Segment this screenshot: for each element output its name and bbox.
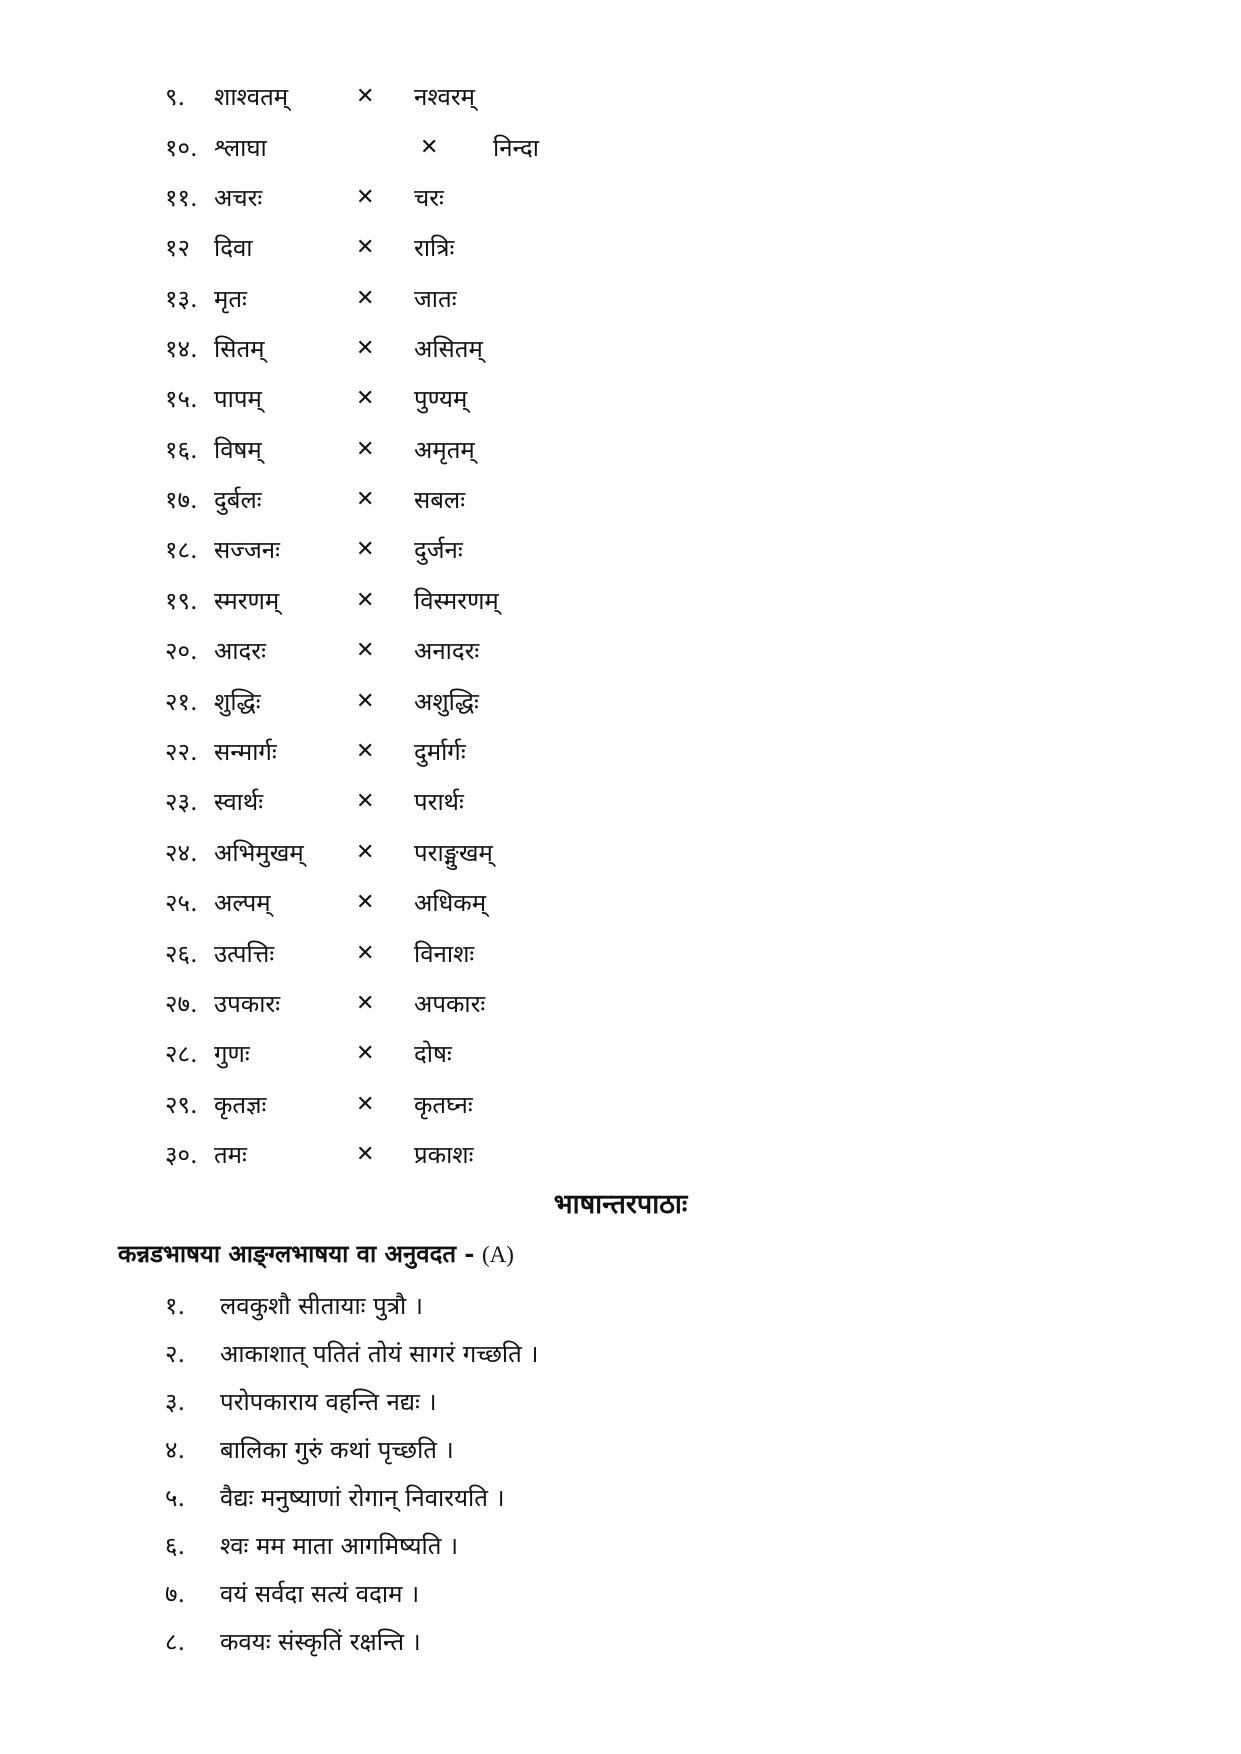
antonym-number: २८. — [165, 1040, 198, 1068]
translation-text: परोपकाराय वहन्ति नद्यः । — [220, 1388, 437, 1416]
translation-item — [165, 1286, 665, 1326]
antonym-number: १५. — [165, 385, 198, 413]
antonym-number: २७. — [165, 990, 198, 1018]
cross-icon: ✕ — [356, 84, 375, 109]
antonym-word: मृतः — [214, 285, 247, 313]
translation-number: १. — [165, 1292, 186, 1320]
antonym-row — [165, 934, 545, 974]
antonym-opposite: अमृतम् — [414, 436, 475, 464]
antonym-opposite: दुर्मार्गः — [414, 738, 466, 766]
antonym-opposite: अधिकम् — [414, 889, 487, 917]
translation-number: ५. — [165, 1484, 186, 1512]
translation-item — [165, 1622, 665, 1662]
antonym-opposite: नश्वरम् — [414, 83, 476, 111]
translation-item — [165, 1574, 665, 1614]
antonym-number: १६. — [165, 436, 198, 464]
cross-icon: ✕ — [356, 1142, 375, 1167]
instruction-tag: (A) — [481, 1242, 514, 1267]
translation-number: २. — [165, 1340, 186, 1368]
antonym-word: स्मरणम् — [214, 587, 280, 615]
antonym-row — [165, 77, 545, 117]
translation-item — [165, 1478, 765, 1518]
antonym-word: उपकारः — [214, 990, 281, 1018]
antonym-word: स्वार्थः — [214, 788, 264, 816]
antonym-opposite: अशुद्धिः — [414, 688, 479, 716]
section-heading: भाषान्तरपाठाः — [553, 1189, 688, 1220]
instruction-text: कन्नडभाषया आङ्ग्लभाषया वा अनुवदत - — [118, 1239, 475, 1268]
cross-icon: ✕ — [356, 991, 375, 1016]
cross-icon: ✕ — [356, 286, 375, 311]
antonym-word: सन्मार्गः — [214, 738, 277, 766]
antonym-word: पापम् — [214, 385, 262, 413]
cross-icon: ✕ — [356, 386, 375, 411]
antonym-opposite: प्रकाशः — [414, 1141, 474, 1169]
cross-icon: ✕ — [356, 185, 375, 210]
antonym-number: १८. — [165, 536, 198, 564]
antonym-number: २४. — [165, 839, 198, 867]
cross-icon: ✕ — [420, 135, 439, 160]
antonym-opposite: चरः — [414, 184, 444, 212]
antonym-row — [165, 379, 545, 419]
antonym-row — [165, 1085, 545, 1125]
cross-icon: ✕ — [356, 437, 375, 462]
translation-item — [165, 1334, 765, 1374]
translation-text: लवकुशौ सीतायाः पुत्रौ । — [220, 1292, 423, 1320]
translation-number: ३. — [165, 1388, 186, 1416]
antonym-opposite: दुर्जनः — [414, 536, 463, 564]
translation-text: बालिका गुरुं कथां पृच्छति । — [220, 1436, 454, 1464]
antonym-word: दिवा — [214, 234, 253, 262]
instruction-line — [118, 1237, 514, 1270]
cross-icon: ✕ — [356, 739, 375, 764]
cross-icon: ✕ — [356, 487, 375, 512]
antonym-word: कृतज्ञः — [214, 1091, 267, 1119]
cross-icon: ✕ — [356, 1092, 375, 1117]
translation-text: वैद्यः मनुष्याणां रोगान् निवारयति । — [220, 1484, 505, 1512]
antonym-row — [165, 782, 545, 822]
antonym-opposite: रात्रिः — [414, 234, 455, 262]
antonym-number: १४. — [165, 335, 198, 363]
antonym-opposite: पराङ्मुखम् — [414, 839, 493, 867]
antonym-number: ३०. — [165, 1141, 198, 1169]
antonym-opposite: दोषः — [414, 1040, 452, 1068]
antonym-word: सज्जनः — [214, 536, 280, 564]
translation-text: कवयः संस्कृतिं रक्षन्ति । — [220, 1628, 421, 1656]
antonym-number: २६. — [165, 940, 198, 968]
translation-item — [165, 1430, 665, 1470]
cross-icon: ✕ — [356, 1041, 375, 1066]
antonym-word: आदरः — [214, 637, 266, 665]
cross-icon: ✕ — [356, 336, 375, 361]
antonym-row — [165, 581, 545, 621]
cross-icon: ✕ — [356, 689, 375, 714]
antonym-number: १०. — [165, 134, 198, 162]
antonym-row — [165, 883, 545, 923]
antonym-number: १२ — [165, 234, 190, 262]
antonym-row — [165, 984, 545, 1024]
translation-number: ८. — [165, 1628, 186, 1656]
antonym-number: ९. — [165, 83, 186, 111]
antonym-row — [165, 530, 545, 570]
antonym-number: २३. — [165, 788, 198, 816]
antonym-number: १३. — [165, 285, 198, 313]
antonym-opposite: अपकारः — [414, 990, 486, 1018]
antonym-word: अभिमुखम् — [214, 839, 304, 867]
cross-icon: ✕ — [356, 235, 375, 260]
antonym-row — [165, 228, 545, 268]
antonym-number: २५. — [165, 889, 198, 917]
cross-icon: ✕ — [356, 941, 375, 966]
cross-icon: ✕ — [356, 638, 375, 663]
antonym-word: सितम् — [214, 335, 265, 363]
translation-number: ४. — [165, 1436, 186, 1464]
antonym-opposite: सबलः — [414, 486, 466, 514]
translation-text: श्वः मम माता आगमिष्यति । — [220, 1532, 459, 1560]
antonym-row — [165, 1034, 545, 1074]
cross-icon: ✕ — [356, 789, 375, 814]
cross-icon: ✕ — [356, 840, 375, 865]
antonym-row — [165, 430, 545, 470]
antonym-row — [165, 833, 545, 873]
antonym-word: गुणः — [214, 1040, 250, 1068]
antonym-word: अचरः — [214, 184, 263, 212]
antonym-opposite: असितम् — [414, 335, 483, 363]
antonym-word: शुद्धिः — [214, 688, 261, 716]
antonym-word: अल्पम् — [214, 889, 271, 917]
antonym-opposite: अनादरः — [414, 637, 480, 665]
antonym-number: १९. — [165, 587, 198, 615]
antonym-opposite: विनाशः — [414, 940, 475, 968]
antonym-row — [165, 128, 585, 168]
antonym-opposite: निन्दा — [493, 134, 539, 162]
antonym-word: शाश्वतम् — [214, 83, 289, 111]
antonym-word: तमः — [214, 1141, 247, 1169]
antonym-opposite: परार्थः — [414, 788, 464, 816]
antonym-number: २०. — [165, 637, 198, 665]
antonym-row — [165, 682, 545, 722]
translation-item — [165, 1526, 665, 1566]
antonym-row — [165, 1135, 545, 1175]
antonym-number: ११. — [165, 184, 198, 212]
translation-number: ७. — [165, 1580, 186, 1608]
antonym-row — [165, 279, 545, 319]
antonym-number: २९. — [165, 1091, 198, 1119]
antonym-row — [165, 631, 545, 671]
antonym-number: १७. — [165, 486, 198, 514]
cross-icon: ✕ — [356, 588, 375, 613]
translation-item — [165, 1382, 665, 1422]
cross-icon: ✕ — [356, 890, 375, 915]
translation-text: वयं सर्वदा सत्यं वदाम । — [220, 1580, 420, 1608]
antonym-number: २२. — [165, 738, 198, 766]
translation-number: ६. — [165, 1532, 186, 1560]
antonym-row — [165, 732, 545, 772]
antonym-opposite: जातः — [414, 285, 457, 313]
antonym-row — [165, 480, 545, 520]
antonym-number: २१. — [165, 688, 198, 716]
antonym-word: उत्पत्तिः — [214, 940, 275, 968]
antonym-word: दुर्बलः — [214, 486, 262, 514]
antonym-word: श्लाघा — [214, 134, 267, 162]
antonym-opposite: पुण्यम् — [414, 385, 468, 413]
antonym-word: विषम् — [214, 436, 262, 464]
antonym-row — [165, 178, 545, 218]
antonym-opposite: विस्मरणम् — [414, 587, 499, 615]
cross-icon: ✕ — [356, 537, 375, 562]
antonym-opposite: कृतघ्नः — [414, 1091, 473, 1119]
antonym-row — [165, 329, 545, 369]
translation-text: आकाशात् पतितं तोयं सागरं गच्छति । — [220, 1340, 539, 1368]
